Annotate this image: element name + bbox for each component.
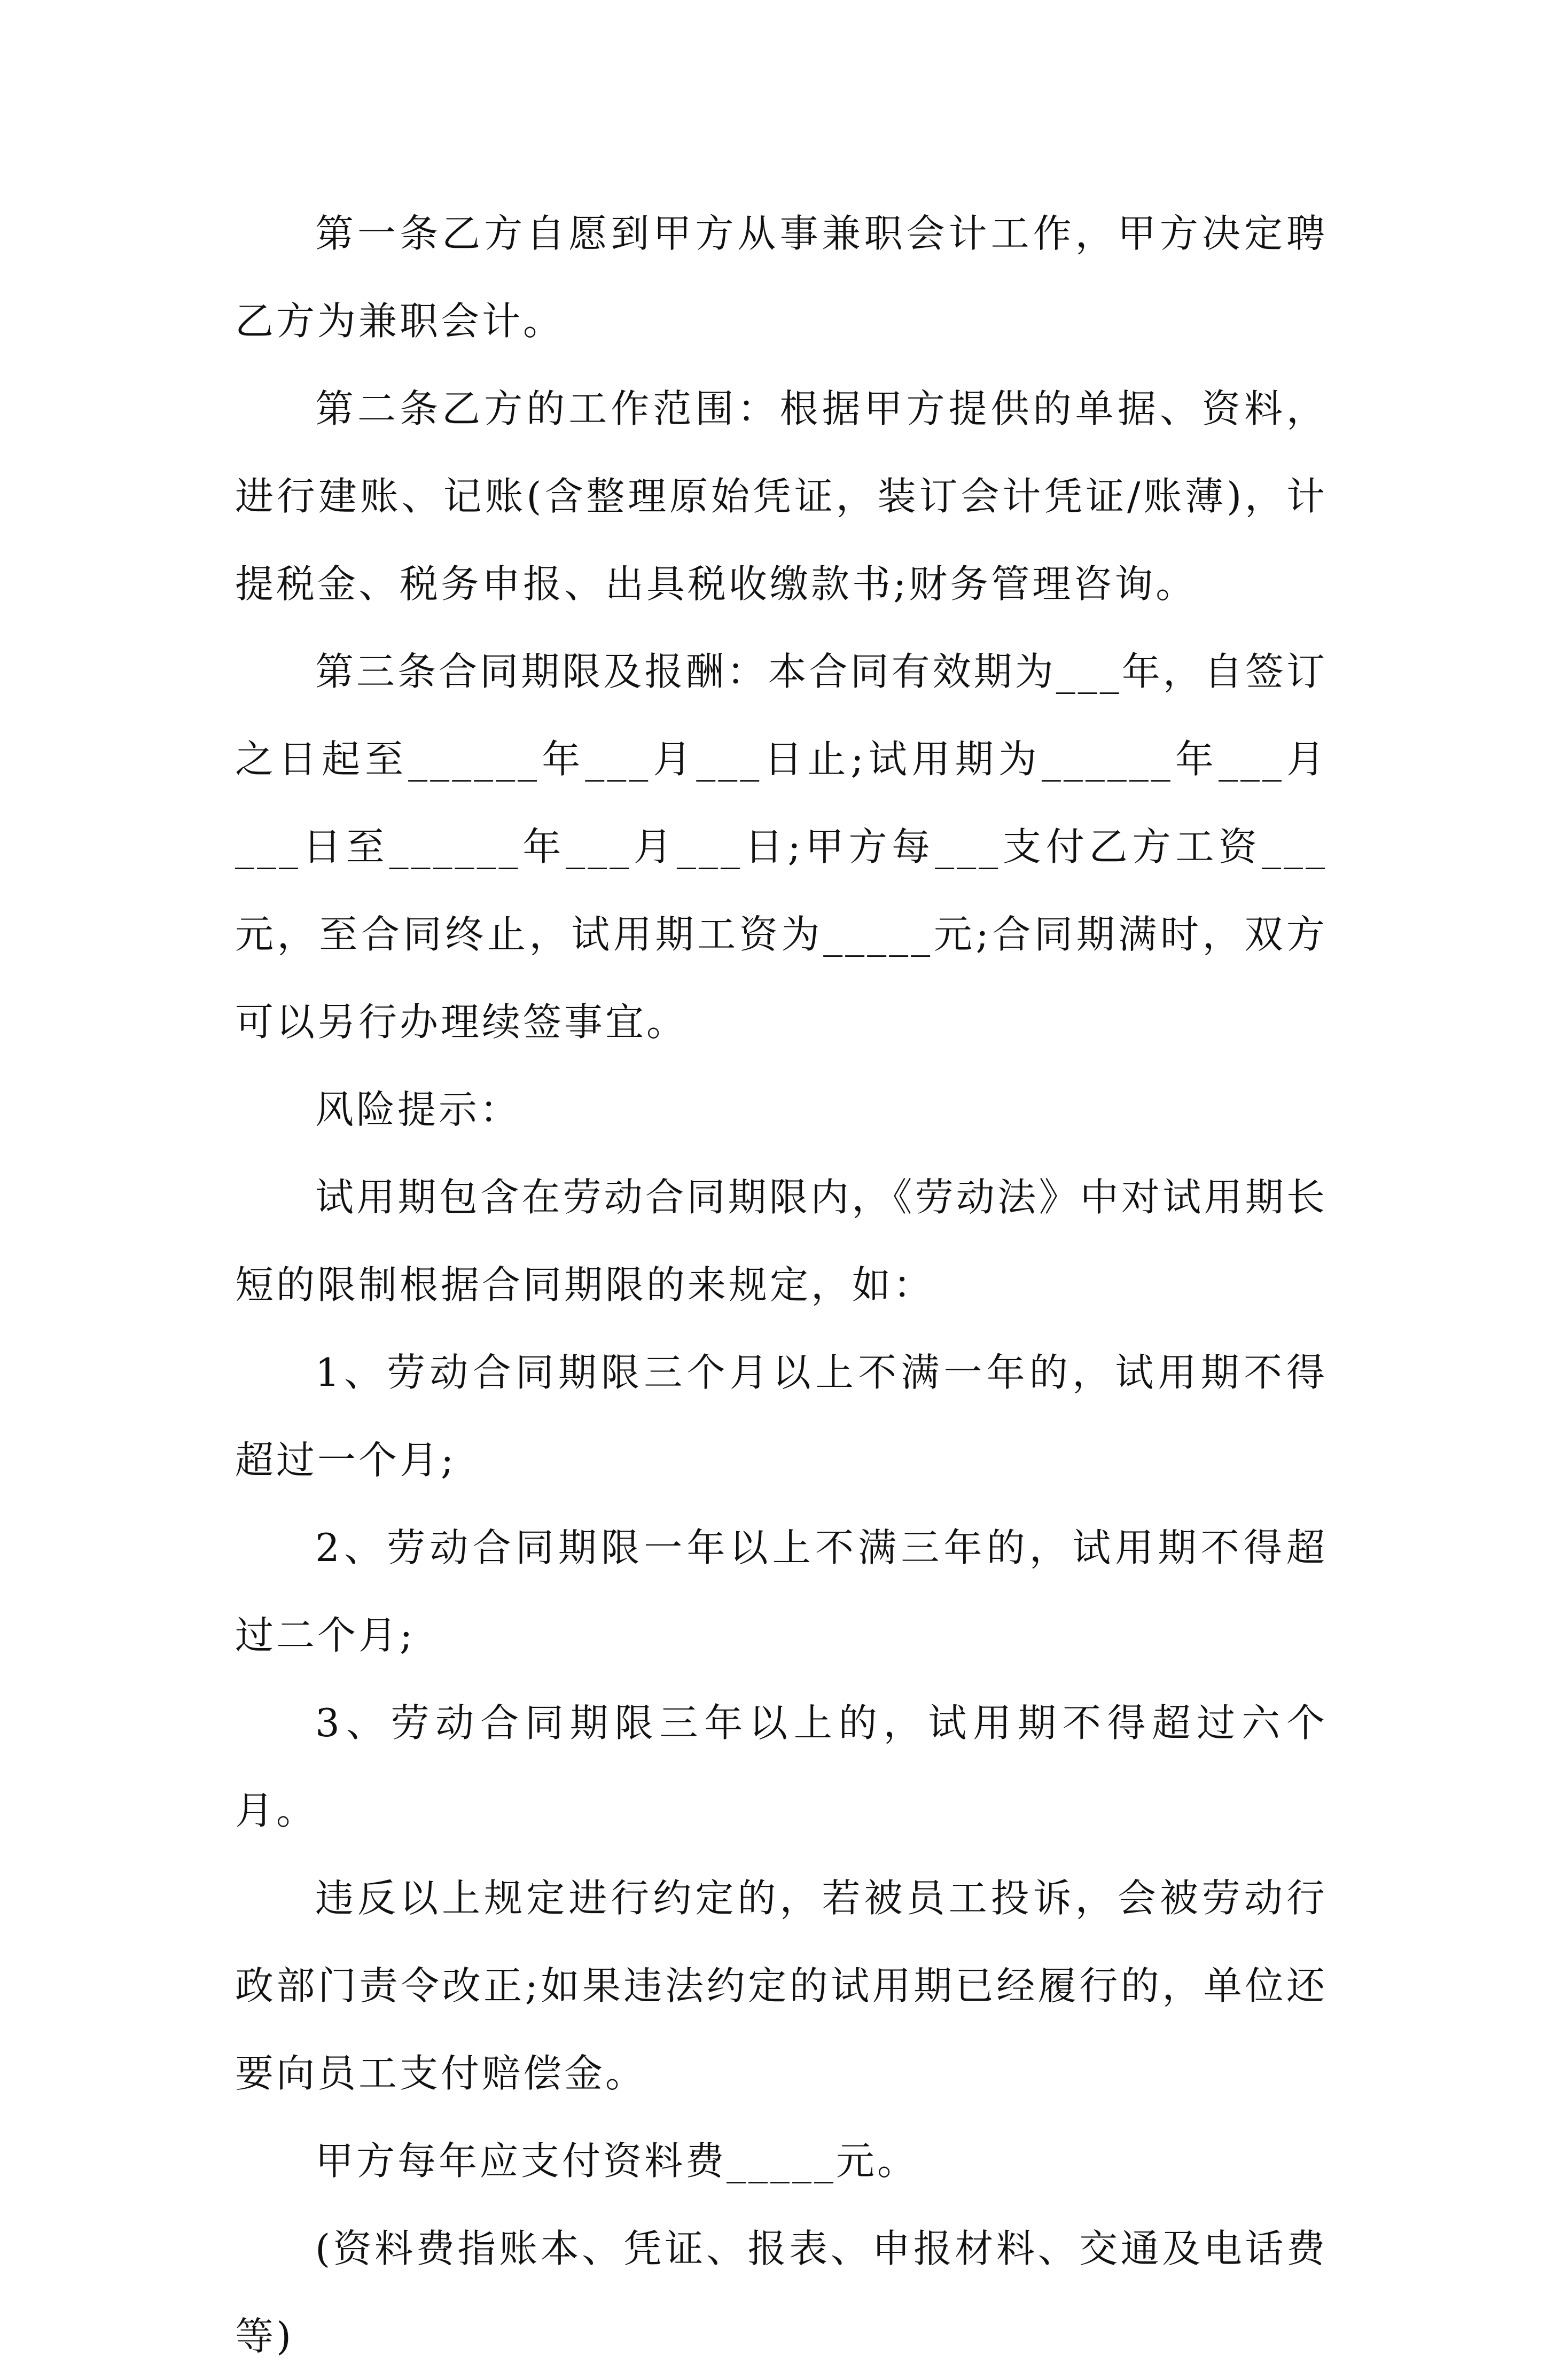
article-1-paragraph: 第一条乙方自愿到甲方从事兼职会计工作，甲方决定聘乙方为兼职会计。	[235, 211, 1328, 344]
violation-paragraph: 违反以上规定进行约定的，若被员工投诉，会被劳动行政部门责令改正;如果违法约定的试用期已经履行的，单位还要向员工支付赔偿金。	[235, 1876, 1328, 2096]
document-body	[235, 190, 1328, 2380]
article-3-paragraph: 第三条合同期限及报酬：本合同有效期为___年，自签订之日起至______年___月___日止;试用期为______年___月___日至______年___月___日;甲方每___支付乙方工资___元，至合同终止，试用期工资为_____元;合同期满时，双方可以另行办理续签事宜。	[235, 649, 1328, 1044]
probation-rule-3: 3、劳动合同期限三年以上的，试用期不得超过六个月。	[235, 1700, 1328, 1833]
risk-notice-heading: 风险提示：	[315, 1087, 521, 1132]
probation-intro-paragraph: 试用期包含在劳动合同期限内，《劳动法》中对试用期长短的限制根据合同期限的来规定，如：	[235, 1175, 1328, 1307]
probation-rule-2: 2、劳动合同期限一年以上不满三年的，试用期不得超过二个月;	[235, 1525, 1328, 1658]
probation-rule-1: 1、劳动合同期限三个月以上不满一年的，试用期不得超过一个月;	[235, 1350, 1328, 1482]
material-fee-paragraph: 甲方每年应支付资料费_____元。	[315, 2139, 919, 2183]
material-fee-note: (资料费指账本、凭证、报表、申报材料、交通及电话费等)	[235, 2226, 1328, 2359]
article-2-paragraph: 第二条乙方的工作范围：根据甲方提供的单据、资料，进行建账、记账(含整理原始凭证，装订会计凭证/账薄)，计提税金、税务申报、出具税收缴款书;财务管理咨询。	[235, 386, 1328, 606]
